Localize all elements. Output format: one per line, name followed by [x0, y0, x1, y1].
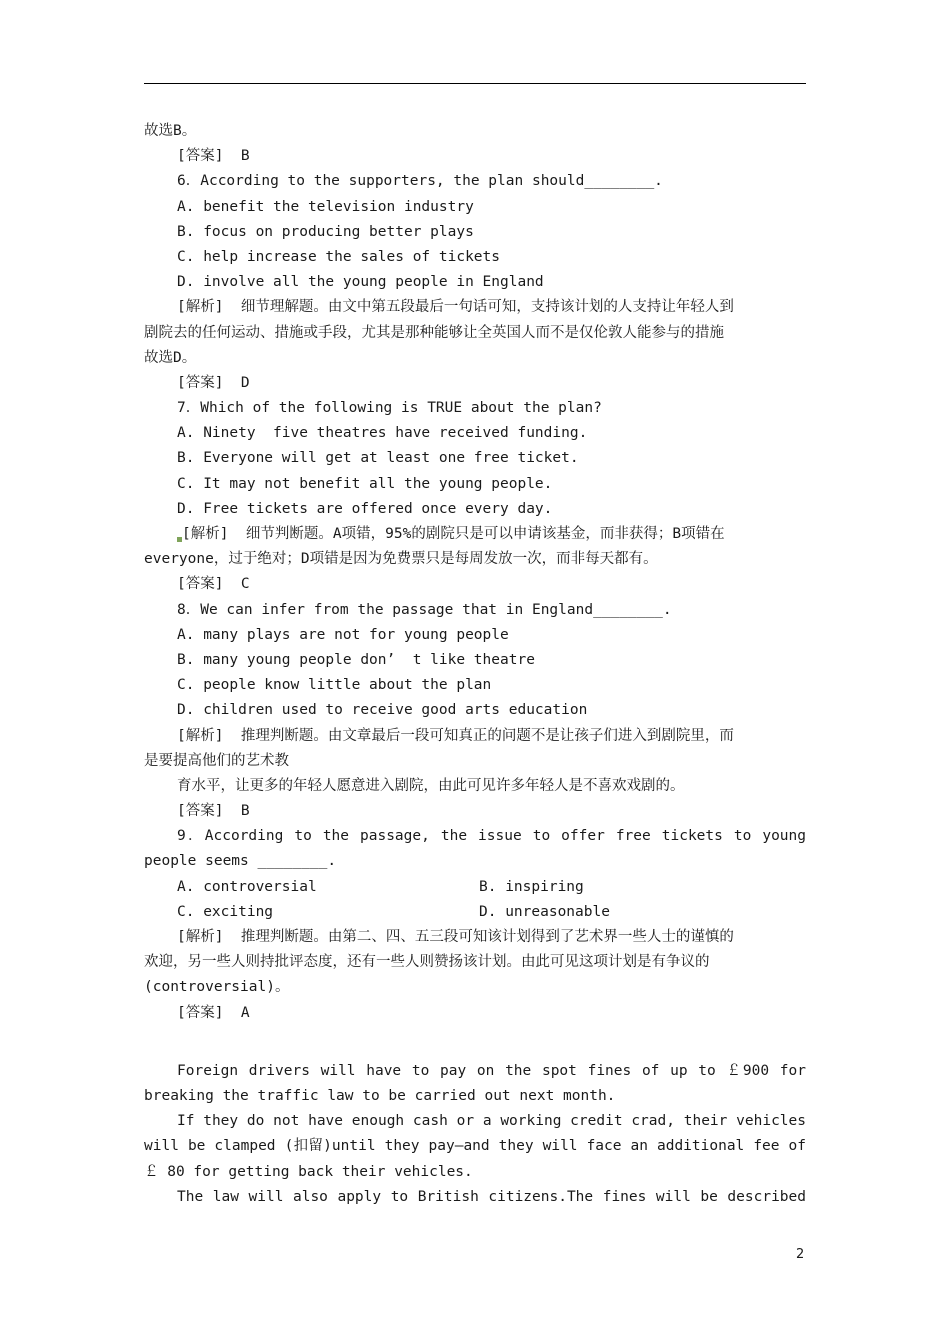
section-gap — [144, 1026, 806, 1059]
analysis-line: [解析] 细节理解题。由文中第五段最后一句话可知，支持该计划的人支持让年轻人到 — [177, 299, 734, 316]
option-row — [144, 900, 806, 925]
option-line: C. It may not benefit all the young people. — [177, 475, 553, 492]
option-line: D. involve all the young people in England — [177, 274, 544, 291]
question-9: 9．According to the passage, the issue to offer free tickets to young — [177, 828, 806, 845]
option-line: B. focus on producing better plays — [177, 223, 474, 240]
passage-line: breaking the traffic law to be carried out next month. — [144, 1087, 616, 1104]
option-line: B. many young people don’ t like theatre — [177, 651, 535, 668]
analysis-line: 是要提高他们的艺术教 — [144, 752, 289, 769]
document-body — [144, 119, 806, 1210]
answer-line: [答案] B — [177, 803, 250, 820]
answer-line: [答案] C — [177, 576, 250, 593]
option-line: D. children used to receive good arts education — [177, 702, 588, 719]
analysis-line: [解析] 推理判断题。由文章最后一段可知真正的问题不是让孩子们进入到剧院里，而 — [177, 727, 734, 744]
option-d: D. unreasonable — [479, 903, 610, 920]
option-line: A. benefit the television industry — [177, 198, 474, 215]
analysis-line: (controversial)。 — [144, 979, 290, 996]
option-line: C. help increase the sales of tickets — [177, 248, 501, 265]
passage-line: will be clamped (扣留)until they pay—and they will face an additional fee of — [144, 1138, 806, 1155]
answer-line: [答案] D — [177, 374, 250, 391]
option-a: A. controversial — [177, 878, 317, 895]
page-number: 2 — [796, 1247, 805, 1262]
question-6: 6．According to the supporters, the plan should________. — [177, 173, 663, 190]
option-line: C. people know little about the plan — [177, 677, 492, 694]
analysis-line: everyone，过于绝对；D项错是因为免费票只是每周发放一次，而非每天都有。 — [144, 551, 658, 568]
passage-line: The law will also apply to British citizens.The fines will be described — [177, 1188, 806, 1205]
option-line: D. Free tickets are offered once every day. — [177, 500, 553, 517]
option-line: A. Ninety five theatres have received funding. — [177, 425, 588, 442]
answer-line: [答案] B — [177, 148, 250, 165]
question-7: 7．Which of the following is TRUE about the plan? — [177, 400, 602, 417]
option-line: A. many plays are not for young people — [177, 626, 509, 643]
answer-line: [答案] A — [177, 1004, 250, 1021]
passage-line: Foreign drivers will have to pay on the spot fines of up to ￡900 for — [177, 1062, 806, 1079]
analysis-line-marked — [144, 522, 806, 547]
text-line: 故选B。 — [144, 123, 197, 139]
analysis-line: 欢迎，另一些人则持批评态度，还有一些人则赞扬该计划。由此可见这项计划是有争议的 — [144, 954, 710, 971]
option-c: C. exciting — [177, 903, 274, 920]
question-8: 8．We can infer from the passage that in England________. — [177, 601, 672, 618]
option-line: B. Everyone will get at least one free ticket. — [177, 450, 579, 467]
analysis-text: [解析] 细节判断题。A项错，95%的剧院只是可以申请该基金，而非获得；B项错在 — [182, 526, 725, 542]
analysis-line: 育水平，让更多的年轻人愿意进入剧院，由此可见许多年轻人是不喜欢戏剧的。 — [177, 777, 685, 794]
passage-line: ￡ 80 for getting back their vehicles. — [144, 1163, 473, 1180]
analysis-line: 故选D。 — [144, 349, 197, 366]
option-row — [144, 875, 806, 900]
passage-line: If they do not have enough cash or a working credit crad, their vehicles — [177, 1113, 806, 1130]
header-rule — [144, 83, 806, 84]
analysis-line: 剧院去的任何运动、措施或手段，尤其是那种能够让全英国人而不是仅伦敦人能参与的措施 — [144, 324, 724, 341]
question-9-continued: people seems ________. — [144, 853, 337, 870]
option-b: B. inspiring — [479, 878, 584, 895]
analysis-line: [解析] 推理判断题。由第二、四、五三段可知该计划得到了艺术界一些人士的谨慎的 — [177, 929, 734, 945]
